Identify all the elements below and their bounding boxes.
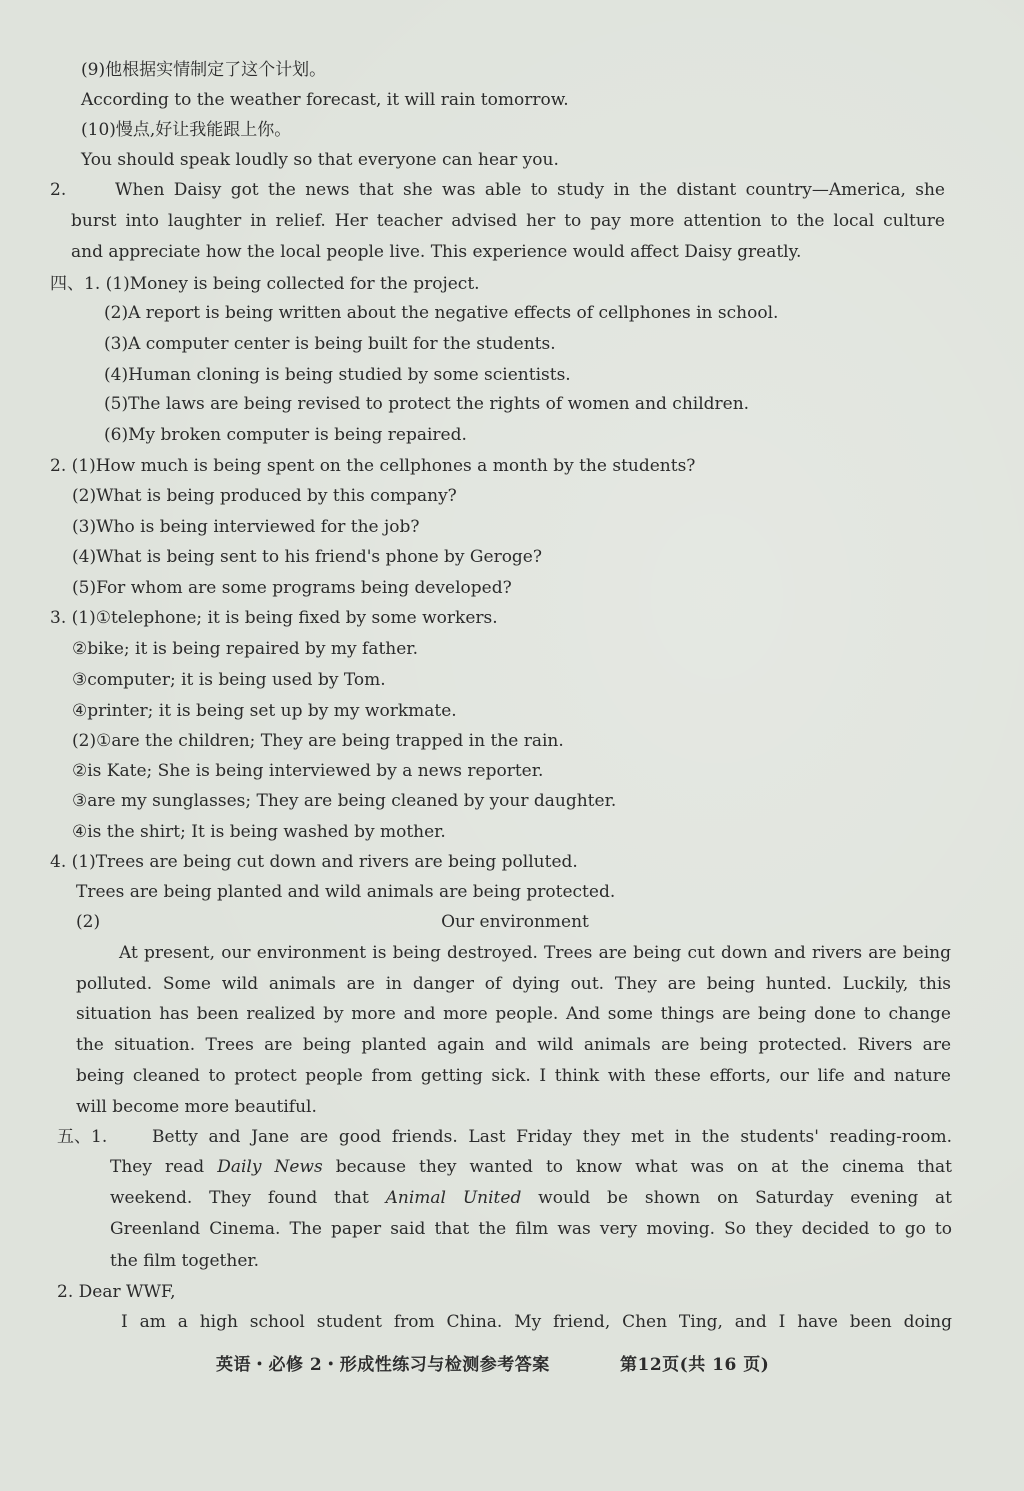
essay-line: will become more beautiful. xyxy=(76,1097,317,1117)
paragraph-line: Betty and Jane are good friends. Last Friday they met in the students' reading-room. xyxy=(152,1127,952,1147)
item-number: 五、1. xyxy=(57,1127,108,1147)
essay-line: At present, our environment is being destroyed. Trees are being cut down and rivers are being xyxy=(119,943,951,963)
paragraph-line: the film together. xyxy=(110,1251,260,1271)
answer-line: 2. (1)How much is being spent on the cellphones a month by the students? xyxy=(50,456,696,476)
item-number: 2. xyxy=(50,180,67,200)
answer-line: (5)For whom are some programs being developed? xyxy=(72,578,512,598)
answer-line: (2)A report is being written about the negative effects of cellphones in school. xyxy=(104,303,779,323)
paragraph-line: When Daisy got the news that she was able to study in the distant country—America, she xyxy=(115,180,945,200)
answer-line: ④printer; it is being set up by my workmate. xyxy=(72,701,457,721)
footer-title: 英语・必修 2・形成性练习与检测参考答案 xyxy=(216,1355,550,1375)
answer-line: ③are my sunglasses; They are being cleaned by your daughter. xyxy=(72,791,617,811)
essay-line: the situation. Trees are being planted again and wild animals are being protected. Rivers are xyxy=(76,1035,951,1055)
answer-line: (4)What is being sent to his friend's phone by Geroge? xyxy=(72,547,542,567)
answer-line: (6)My broken computer is being repaired. xyxy=(104,425,467,445)
answer-line: Trees are being planted and wild animals are being protected. xyxy=(76,882,616,902)
answer-line: ③computer; it is being used by Tom. xyxy=(72,670,386,690)
answer-line: (9)他根据实情制定了这个计划。 xyxy=(81,60,327,80)
essay-line: polluted. Some wild animals are in danger of dying out. They are being hunted. Luckily, this xyxy=(76,974,951,994)
essay-line: situation has been realized by more and more people. And some things are being done to change xyxy=(76,1004,951,1024)
answer-line: ④is the shirt; It is being washed by mother. xyxy=(72,822,446,842)
answer-line: (10)慢点,好让我能跟上你。 xyxy=(81,120,292,140)
page-number: 第12页(共 16 页) xyxy=(620,1355,770,1375)
answer-line: (5)The laws are being revised to protect the rights of women and children. xyxy=(104,394,750,414)
paragraph-line: burst into laughter in relief. Her teacher advised her to pay more attention to the local culture xyxy=(71,211,945,231)
answer-line: 四、1. (1)Money is being collected for the project. xyxy=(50,274,480,294)
answer-line: 4. (1)Trees are being cut down and rivers are being polluted. xyxy=(50,852,578,872)
answer-line: According to the weather forecast, it will rain tomorrow. xyxy=(81,90,569,110)
essay-title: Our environment xyxy=(441,912,589,932)
answer-line: (3)Who is being interviewed for the job? xyxy=(72,517,420,537)
answer-line: ②bike; it is being repaired by my father. xyxy=(72,639,418,659)
answer-line: (2)①are the children; They are being trapped in the rain. xyxy=(72,731,564,751)
paragraph-line: and appreciate how the local people live. This experience would affect Daisy greatly. xyxy=(71,242,802,262)
letter-line: I am a high school student from China. My friend, Chen Ting, and I have been doing xyxy=(121,1312,952,1332)
paragraph-line: Greenland Cinema. The paper said that the film was very moving. So they decided to go to xyxy=(110,1219,952,1239)
answer-line: (3)A computer center is being built for the students. xyxy=(104,334,556,354)
answer-line: (4)Human cloning is being studied by some scientists. xyxy=(104,365,571,385)
answer-line: (2)What is being produced by this company? xyxy=(72,486,457,506)
paragraph-line: weekend. They found that Animal United would be shown on Saturday evening at xyxy=(110,1188,953,1208)
answer-line: ②is Kate; She is being interviewed by a news reporter. xyxy=(72,761,544,781)
answer-line: You should speak loudly so that everyone can hear you. xyxy=(81,150,559,170)
letter-heading: 2. Dear WWF, xyxy=(57,1282,176,1302)
paragraph-line: They read Daily News because they wanted to know what was on at the cinema that xyxy=(110,1157,953,1177)
answer-line: 3. (1)①telephone; it is being fixed by some workers. xyxy=(50,608,498,628)
item-number: (2) xyxy=(76,912,101,932)
essay-line: being cleaned to protect people from getting sick. I think with these efforts, our life and nature xyxy=(76,1066,951,1086)
